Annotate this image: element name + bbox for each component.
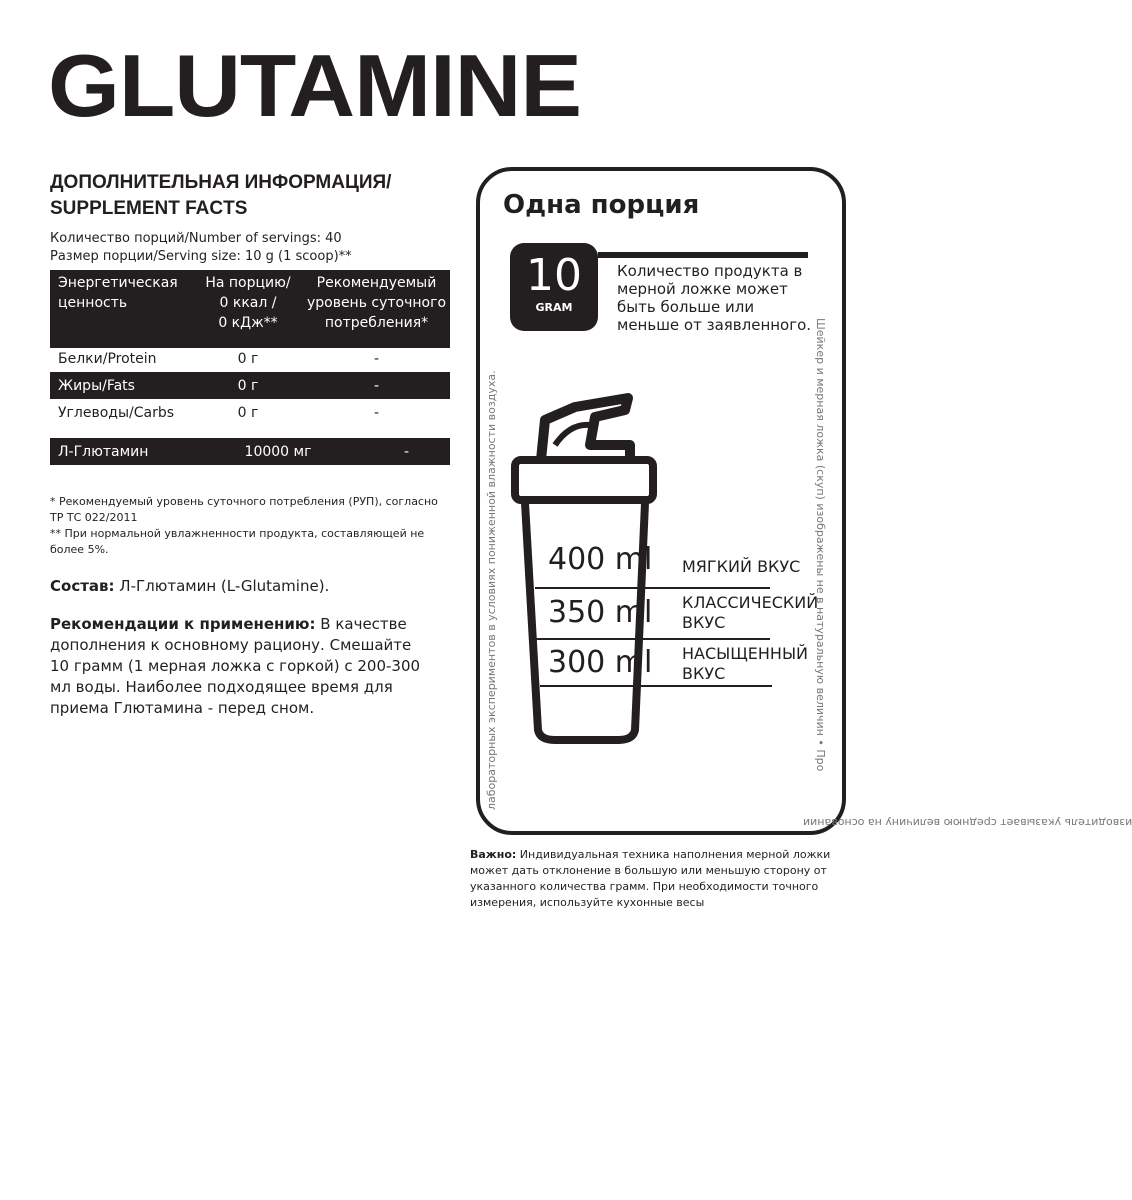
composition: Состав: Л-Глютамин (L-Glutamine).: [50, 577, 330, 595]
flavor-label: КЛАССИЧЕСКИЙ ВКУС: [682, 593, 819, 632]
border-text-left: лабораторных экспериментов в условиях пониженной влажности воздуха.: [485, 370, 498, 810]
level-line: [535, 587, 770, 589]
level-line: [540, 685, 772, 687]
card-title: Одна порция: [503, 190, 700, 220]
scoop-note: Количество продукта в мерной ложке может быть больше или меньше от заявленного.: [617, 262, 812, 334]
footnotes: * Рекомендуемый уровень суточного потребления (РУП), согласно ТР ТС 022/2011 ** При нормальной увлажненности продукта, составляющей не более 5%.: [50, 495, 438, 556]
product-title: GLUTAMINE: [48, 36, 581, 135]
supplement-facts-heading: ДОПОЛНИТЕЛЬНАЯ ИНФОРМАЦИЯ/ SUPPLEMENT FACTS: [50, 172, 392, 219]
table-row: Жиры/Fats 0 г -: [50, 372, 450, 399]
table-row: Л-Глютамин 10000 мг -: [50, 438, 450, 465]
divider: [598, 252, 808, 258]
usage-recommendations: Рекомендации к применению: В качестве дополнения к основному рациону. Смешайте 10 грамм (1 мерная ложка с горкой) с 200-300 мл воды. Наиболее подходящее время для приема Глютамина - перед сном.: [50, 615, 421, 717]
flavor-label: МЯГКИЙ ВКУС: [682, 557, 801, 576]
flavor-label: НАСЫЩЕННЫЙ ВКУС: [682, 644, 809, 683]
scoop-badge: 10 GRAM: [510, 243, 598, 331]
level-400: 400 ml: [548, 542, 653, 577]
important-note: Важно: Индивидуальная техника наполнения мерной ложки может дать отклонение в большую или меньшую сторону от указанного количества грамм. При необходимости точного измерения, используйте кухонные весы: [470, 848, 831, 909]
border-text-right: Шейкер и мерная ложка (скуп) изображены не в натуральную величин • Про: [814, 318, 827, 772]
border-text-bottom: изводитель указывает среднюю величину на основании: [803, 816, 1132, 829]
table-row: Белки/Protein 0 г -: [58, 350, 380, 367]
table-row: Углеводы/Carbs 0 г -: [58, 404, 380, 421]
table-header: Энергетическая ценность На порцию/ 0 ккал / 0 кДж** Рекомендуемый уровень суточного потребления*: [50, 270, 450, 348]
level-300: 300 ml: [548, 645, 653, 680]
level-line: [535, 638, 770, 640]
level-350: 350 ml: [548, 595, 653, 630]
serving-info: Количество порций/Number of servings: 40 Размер порции/Serving size: 10 g (1 scoop)**: [50, 231, 352, 264]
